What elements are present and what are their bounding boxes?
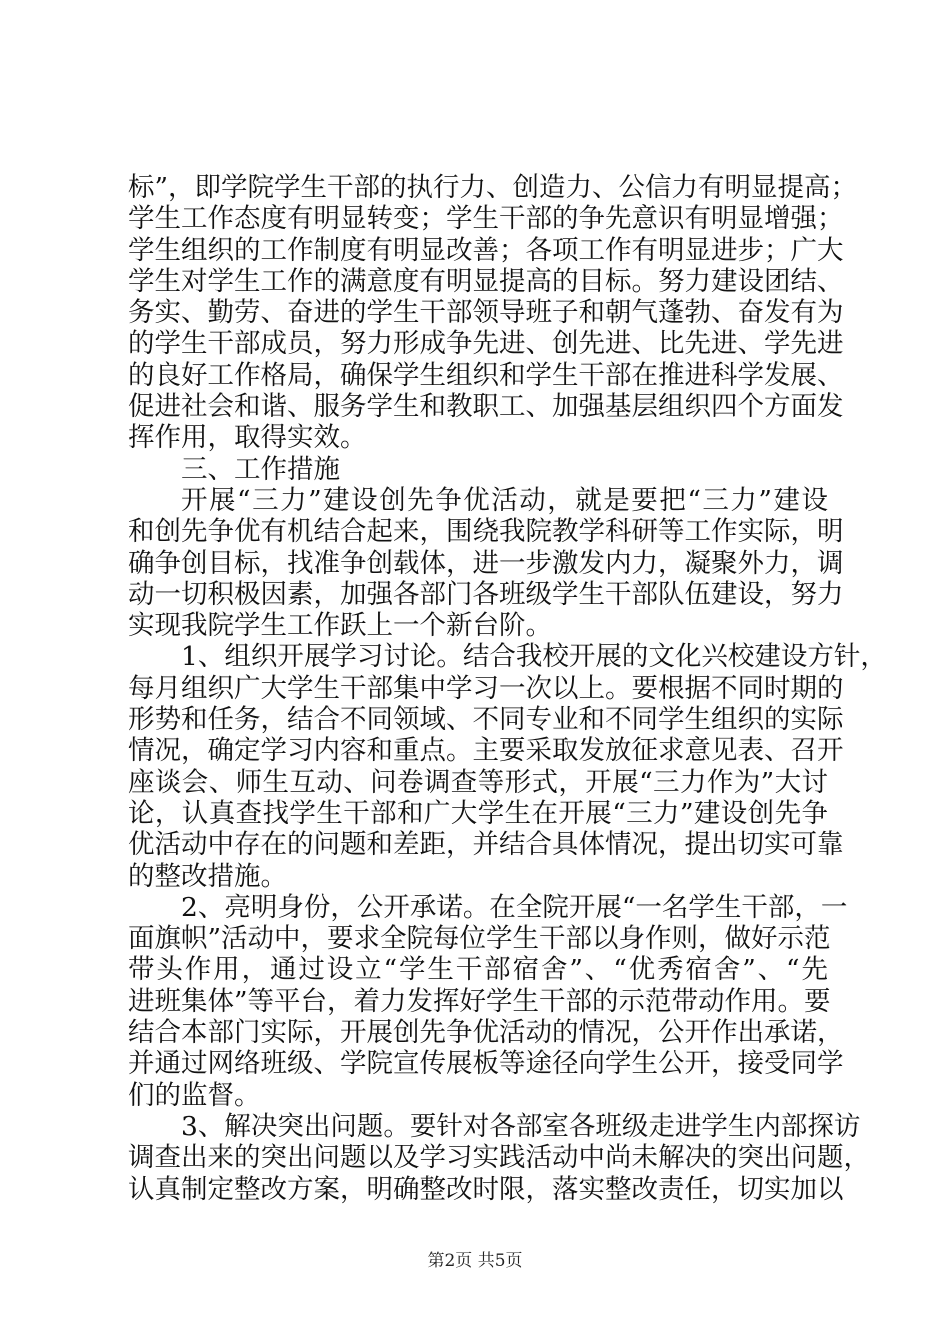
text-line: 标”，即学院学生干部的执行力、创造力、公信力有明显提高； — [128, 172, 858, 203]
text-line: 的学生干部成员，努力形成争先进、创先进、比先进、学先进 — [128, 328, 844, 360]
text-line: 学生对学生工作的满意度有明显提高的目标。努力建设团结、 — [128, 265, 844, 297]
text-line: 进班集体”等平台，着力发挥好学生干部的示范带动作用。要 — [128, 985, 831, 1017]
text-line: 2、亮明身份，公开承诺。在全院开展“一名学生干部，一 — [181, 891, 848, 923]
text-line: 带头作用，通过设立“学生干部宿舍”、“优秀宿舍”、“先 — [128, 954, 828, 986]
text-line: 的整改措施。 — [128, 860, 287, 892]
text-line: 学生工作态度有明显转变；学生干部的争先意识有明显增强； — [128, 203, 844, 235]
page-footer: 第2页 共5页 — [427, 1251, 523, 1271]
text-line: 开展“三力”建设创先争优活动，就是要把“三力”建设 — [181, 484, 828, 516]
text-line: 面旗帜”活动中，要求全院每位学生干部以身作则，做好示范 — [128, 923, 831, 955]
text-line: 优活动中存在的问题和差距，并结合具体情况，提出切实可靠 — [128, 829, 844, 861]
text-line: 实现我院学生工作跃上一个新台阶。 — [128, 610, 552, 642]
text-line: 调查出来的突出问题以及学习实践活动中尚未解决的突出问题， — [128, 1142, 870, 1174]
text-line: 形势和任务，结合不同领域、不同专业和不同学生组织的实际 — [128, 704, 844, 736]
text-line: 的良好工作格局，确保学生组织和学生干部在推进科学发展、 — [128, 359, 844, 391]
text-line: 促进社会和谐、服务学生和教职工、加强基层组织四个方面发 — [128, 391, 844, 423]
text-line: 3、解决突出问题。要针对各部室各班级走进学生内部探访 — [181, 1110, 861, 1142]
text-line: 并通过网络班级、学院宣传展板等途径向学生公开，接受同学 — [128, 1048, 844, 1080]
text-line: 动一切积极因素，加强各部门各班级学生干部队伍建设，努力 — [128, 578, 844, 610]
text-line: 每月组织广大学生干部集中学习一次以上。要根据不同时期的 — [128, 672, 844, 704]
document-body — [128, 172, 887, 1205]
section-heading: 三、工作措施 — [181, 453, 340, 485]
text-line: 们的监督。 — [128, 1079, 261, 1111]
text-line: 确争创目标，找准争创载体，进一步激发内力，凝聚外力，调 — [128, 547, 844, 579]
text-line: 挥作用，取得实效。 — [128, 422, 367, 454]
text-line: 结合本部门实际，开展创先争优活动的情况，公开作出承诺， — [128, 1017, 844, 1049]
text-line: 学生组织的工作制度有明显改善；各项工作有明显进步；广大 — [128, 234, 844, 266]
text-line: 情况，确定学习内容和重点。主要采取发放征求意见表、召开 — [128, 735, 844, 767]
text-line: 和创先争优有机结合起来，围绕我院教学科研等工作实际，明 — [128, 516, 844, 548]
text-line: 论，认真查找学生干部和广大学生在开展“三力”建设创先争 — [128, 797, 828, 829]
text-line: 1、组织开展学习讨论。结合我校开展的文化兴校建设方针， — [181, 641, 887, 673]
text-line: 座谈会、师生互动、问卷调查等形式，开展“三力作为”大讨 — [128, 766, 828, 798]
text-line: 认真制定整改方案，明确整改时限，落实整改责任，切实加以 — [128, 1173, 844, 1205]
text-line: 务实、勤劳、奋进的学生干部领导班子和朝气蓬勃、奋发有为 — [128, 297, 844, 329]
